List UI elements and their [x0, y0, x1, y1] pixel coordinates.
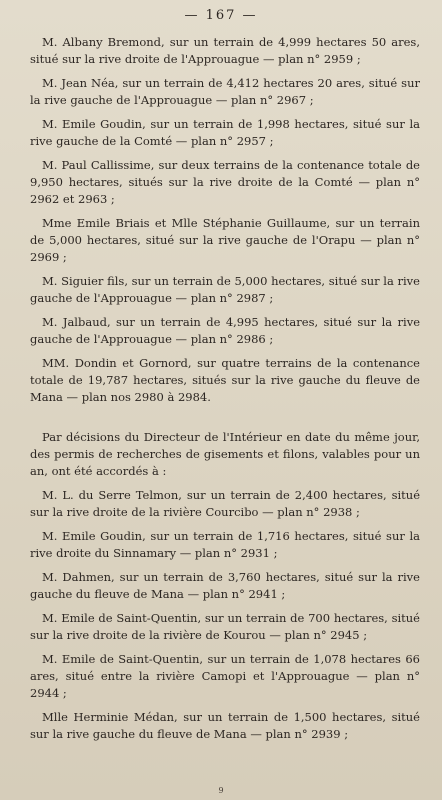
page-number: — 167 —	[184, 8, 258, 23]
intro-paragraph: Par décisions du Directeur de l'Intérieur en date du même jour, des permis de recherches de gisements et filons, valables pour un an, ont été accordés à :	[30, 430, 420, 478]
paragraph: M. Emile de Saint-Quentin, sur un terrain de 700 hectares, situé sur la rive droite de la rivière de Kourou — plan n° 2945 ;	[30, 611, 420, 642]
paragraph: M. Albany Bremond, sur un terrain de 4,999 hectares 50 ares, situé sur la rive droite de l'Approuague — plan n° 2959 ;	[30, 35, 420, 66]
paragraph: M. Jalbaud, sur un terrain de 4,995 hectares, situé sur la rive gauche de l'Approuague — plan n° 2986 ;	[30, 315, 420, 346]
document-body	[30, 34, 420, 750]
paragraph: M. L. du Serre Telmon, sur un terrain de 2,400 hectares, situé sur la rive droite de la rivière Courcibo — plan n° 2938 ;	[30, 488, 420, 519]
section-gap	[30, 413, 420, 429]
signature-mark: 9	[218, 786, 224, 795]
paragraph: M. Emile Goudin, sur un terrain de 1,998 hectares, situé sur la rive gauche de la Comté — plan n° 2957 ;	[30, 117, 420, 148]
paragraph: M. Jean Néa, sur un terrain de 4,412 hectares 20 ares, situé sur la rive gauche de l'Approuague — plan n° 2967 ;	[30, 76, 420, 107]
paragraph: M. Paul Callissime, sur deux terrains de la contenance totale de 9,950 hectares, situés sur la rive droite de la Comté — plan n° 2962 et 2963 ;	[30, 158, 420, 206]
paragraph: M. Emile Goudin, sur un terrain de 1,716 hectares, situé sur la rive droite du Sinnamary — plan n° 2931 ;	[30, 529, 420, 560]
paragraph: Mme Emile Briais et Mlle Stéphanie Guillaume, sur un terrain de 5,000 hectares, situé sur la rive gauche de l'Orapu — plan n° 2969 ;	[30, 216, 420, 264]
paragraph: Mlle Herminie Médan, sur un terrain de 1,500 hectares, situé sur la rive gauche du fleuve de Mana — plan n° 2939 ;	[30, 710, 420, 741]
paragraph: M. Emile de Saint-Quentin, sur un terrain de 1,078 hectares 66 ares, situé entre la rivière Camopi et l'Approuague — plan n° 2944 ;	[30, 652, 420, 700]
paragraph: M. Dahmen, sur un terrain de 3,760 hectares, situé sur la rive gauche du fleuve de Mana — plan n° 2941 ;	[30, 570, 420, 601]
paragraph: M. Siguier fils, sur un terrain de 5,000 hectares, situé sur la rive gauche de l'Approuague — plan n° 2987 ;	[30, 274, 420, 305]
paragraph: MM. Dondin et Gornord, sur quatre terrains de la contenance totale de 19,787 hectares, situés sur la rive gauche du fleuve de Mana — plan nos 2980 à 2984.	[30, 356, 420, 404]
